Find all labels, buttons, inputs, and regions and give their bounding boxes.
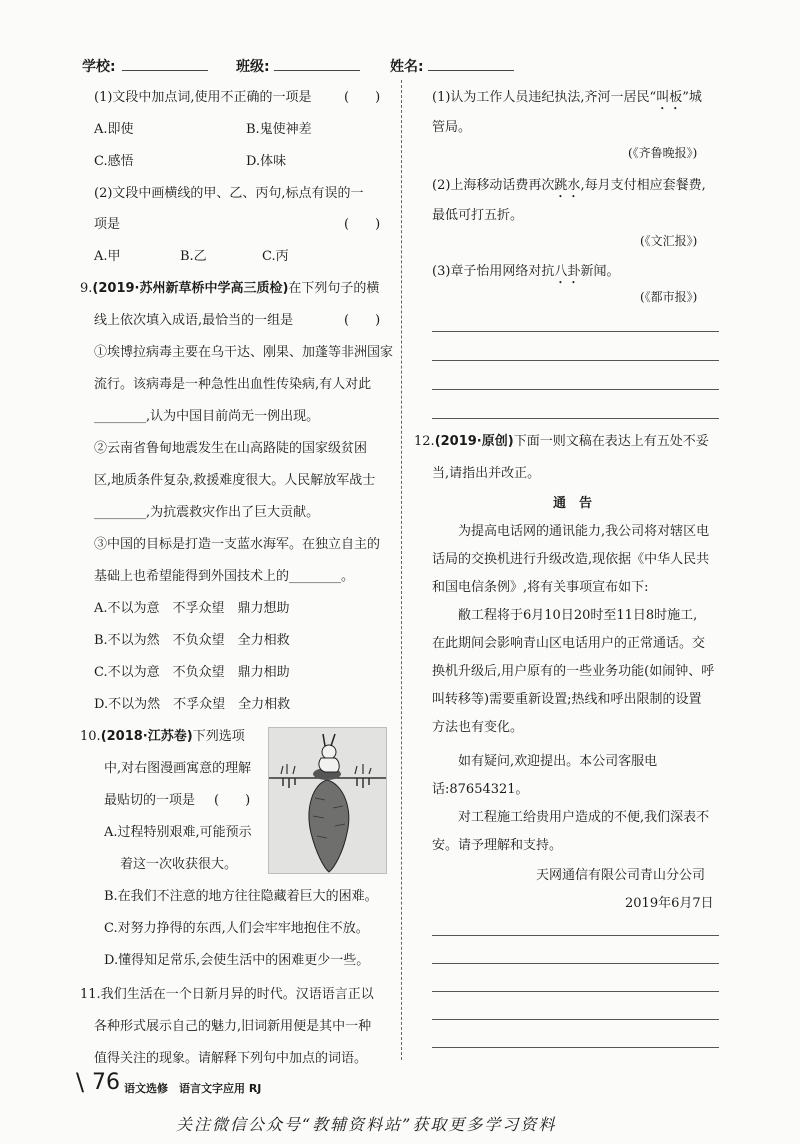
name-field[interactable]	[428, 70, 514, 71]
q11-stem-line3: 值得关注的现象。请解释下列句中加点的词语。	[94, 1051, 368, 1066]
q9-stem-text: 在下列句子的横	[288, 281, 380, 296]
q10-stem-text: 下列选项	[192, 729, 245, 744]
notice-para2-line5: 方法也有变化。	[432, 720, 524, 735]
answer-line[interactable]	[432, 360, 719, 361]
footer-slash: \	[76, 1068, 85, 1096]
right-item1-line2: 管局。	[432, 120, 472, 135]
q-sub2-answer-paren: ( )	[344, 217, 381, 232]
q9-source: (2019·苏州新草桥中学高三质检)	[92, 281, 289, 296]
right-item1-text-pre: (1)认为工作人员违纪执法,齐河一居民“	[432, 90, 657, 105]
carrot-cartoon	[268, 727, 387, 874]
answer-line[interactable]	[432, 389, 719, 390]
q-sub2-option-c: C.丙	[262, 249, 289, 264]
watermark-text: 关注微信公众号“教辅资料站”获取更多学习资料	[176, 1115, 557, 1134]
school-label: 学校:	[82, 59, 116, 75]
q10-option-d: D.懂得知足常乐,会使生活中的困难更少一些。	[104, 953, 370, 968]
q9-option-d: D.不以为然 不孚众望 全力相救	[94, 697, 291, 712]
right-item3-line1	[432, 260, 619, 287]
q9-sentence3-line1: ③中国的目标是打造一支蓝水海军。在独立自主的	[94, 537, 381, 552]
q12-number: 12.	[414, 434, 435, 449]
q-sub1-option-d: D.体味	[246, 154, 287, 169]
q11-number: 11.	[80, 987, 101, 1002]
q9-sentence2-line2: 区,地质条件复杂,救援难度很大。人民解放军战士	[94, 473, 376, 488]
q-sub1-stem: (1)文段中加点词,使用不正确的一项是	[94, 90, 312, 105]
notice-signature: 天网通信有限公司青山分公司	[536, 868, 706, 883]
q12-source: (2019·原创)	[434, 434, 514, 449]
right-item3-dotted-word: 八卦	[554, 264, 581, 279]
q-sub1-option-b: B.鬼使神差	[246, 122, 312, 137]
q10-option-a-line2: 着这一次收获很大。	[120, 857, 238, 872]
q11-stem-line1	[80, 983, 374, 1002]
right-item1-source: (《齐鲁晚报》)	[628, 146, 698, 160]
right-item2-text-post: ,每月支付相应套餐费,	[580, 178, 706, 193]
notice-para2-line2: 在此期间会影响青山区电话用户的正常通话。交	[432, 636, 706, 651]
answer-line[interactable]	[432, 1019, 719, 1020]
class-field[interactable]	[274, 70, 360, 71]
answer-line[interactable]	[432, 1047, 719, 1048]
q11-stem-line2: 各种形式展示自己的魅力,旧词新用便是其中一种	[94, 1019, 372, 1034]
book-title: 语文选修 语言文字应用 RJ	[124, 1082, 262, 1095]
q11-stem-text: 我们生活在一个日新月异的时代。汉语语言正以	[100, 987, 374, 1002]
q10-source: (2018·江苏卷)	[100, 729, 193, 744]
q10-stem-line3: 最贴切的一项是	[104, 793, 196, 808]
class-label: 班级:	[236, 59, 270, 75]
notice-para4-line1: 对工程施工给贵用户造成的不便,我们深表不	[458, 810, 710, 825]
q9-stem-line2: 线上依次填入成语,最恰当的一组是	[94, 313, 294, 328]
q9-sentence1-line3: ________,认为中国目前尚无一例出现。	[94, 409, 320, 424]
q10-stem-line2: 中,对右图漫画寓意的理解	[104, 761, 252, 776]
q-sub1-option-c: C.感悟	[94, 154, 134, 169]
q12-stem-text: 下面一则文稿在表达上有五处不妥	[513, 434, 709, 449]
right-item3-text-pre: (3)章子怡用网络对抗	[432, 264, 555, 279]
q12-stem-line2: 当,请指出并改正。	[432, 466, 541, 481]
answer-line[interactable]	[432, 935, 719, 936]
school-field[interactable]	[122, 70, 208, 71]
q12-stem-line1	[414, 430, 709, 449]
q-sub2-stem-line2: 项是	[94, 217, 121, 232]
answer-line[interactable]	[432, 991, 719, 992]
notice-para3-line2: 话:87654321。	[432, 782, 529, 797]
q9-sentence2-line1: ②云南省鲁甸地震发生在山高路陡的国家级贫困	[94, 441, 368, 456]
notice-para1-line2: 话局的交换机进行升级改造,现依据《中华人民共	[432, 552, 710, 567]
q9-option-c: C.不以为意 不负众望 鼎力相助	[94, 665, 290, 680]
q9-number: 9.	[80, 281, 93, 296]
q-sub1-option-a: A.即使	[94, 122, 134, 137]
right-item2-line1	[432, 174, 706, 201]
q9-sentence1-line2: 流行。该病毒是一种急性出血性传染病,有人对此	[94, 377, 372, 392]
q10-answer-paren: ( )	[214, 793, 251, 808]
q9-sentence2-line3: ________,为抗震救灾作出了巨大贡献。	[94, 505, 320, 520]
notice-para2-line3: 换机升级后,用户原有的一些业务功能(如闹钟、呼	[432, 664, 715, 679]
q10-stem-line1	[80, 725, 245, 744]
q9-option-b: B.不以为然 不负众望 全力相救	[94, 633, 290, 648]
carrot-cartoon-illustration	[269, 728, 386, 873]
q-sub1-answer-paren: ( )	[344, 90, 381, 105]
q10-option-a-line1: A.过程特别艰难,可能预示	[104, 825, 252, 840]
notice-para2-line1: 敝工程将于6月10日20时至11日8时施工,	[458, 608, 698, 623]
q10-option-b: B.在我们不注意的地方往往隐藏着巨大的困难。	[104, 889, 378, 904]
right-item2-text-pre: (2)上海移动话费再次	[432, 178, 555, 193]
right-item1-text-post: ”城	[682, 90, 702, 105]
notice-date: 2019年6月7日	[625, 896, 714, 911]
notice-para1-line1: 为提高电话网的通讯能力,我公司将对辖区电	[458, 524, 710, 539]
column-divider	[401, 80, 402, 1060]
q-sub2-stem-line1: (2)文段中画横线的甲、乙、丙句,标点有误的一	[94, 186, 364, 201]
q10-option-c: C.对努力挣得的东西,人们会牢牢地抱住不放。	[104, 921, 369, 936]
right-item2-source: (《文汇报》)	[640, 234, 698, 248]
right-item1-line1	[432, 86, 702, 113]
notice-para4-line2: 安。请予理解和支持。	[432, 838, 563, 853]
notice-para2-line4: 叫转移等)需要重新设置;热线和呼出限制的设置	[432, 692, 702, 707]
q9-sentence1-line1: ①埃博拉病毒主要在乌干达、刚果、加蓬等非洲国家	[94, 345, 394, 360]
q-sub2-option-b: B.乙	[180, 249, 207, 264]
right-item1-dotted-word: 叫板	[656, 90, 683, 105]
answer-line[interactable]	[432, 418, 719, 419]
answer-line[interactable]	[432, 331, 719, 332]
right-item3-source: (《都市报》)	[640, 290, 698, 304]
q9-sentence3-line2: 基础上也希望能得到外国技术上的________。	[94, 569, 355, 584]
q9-stem-line1	[80, 277, 379, 296]
right-item2-dotted-word: 跳水	[554, 178, 581, 193]
q9-option-a: A.不以为意 不孚众望 鼎力想助	[94, 601, 290, 616]
notice-para1-line3: 和国电信条例》,将有关事项宣布如下:	[432, 580, 649, 595]
right-item3-text-post: 新闻。	[580, 264, 620, 279]
q-sub2-option-a: A.甲	[94, 249, 121, 264]
notice-title: 通 告	[553, 496, 593, 511]
q10-number: 10.	[80, 729, 101, 744]
page-number: 76	[92, 1070, 120, 1095]
q9-answer-paren: ( )	[344, 313, 381, 328]
name-label: 姓名:	[390, 59, 424, 75]
right-item2-line2: 最低可打五折。	[432, 208, 524, 223]
notice-para3-line1: 如有疑问,欢迎提出。本公司客服电	[458, 754, 658, 769]
answer-line[interactable]	[432, 963, 719, 964]
